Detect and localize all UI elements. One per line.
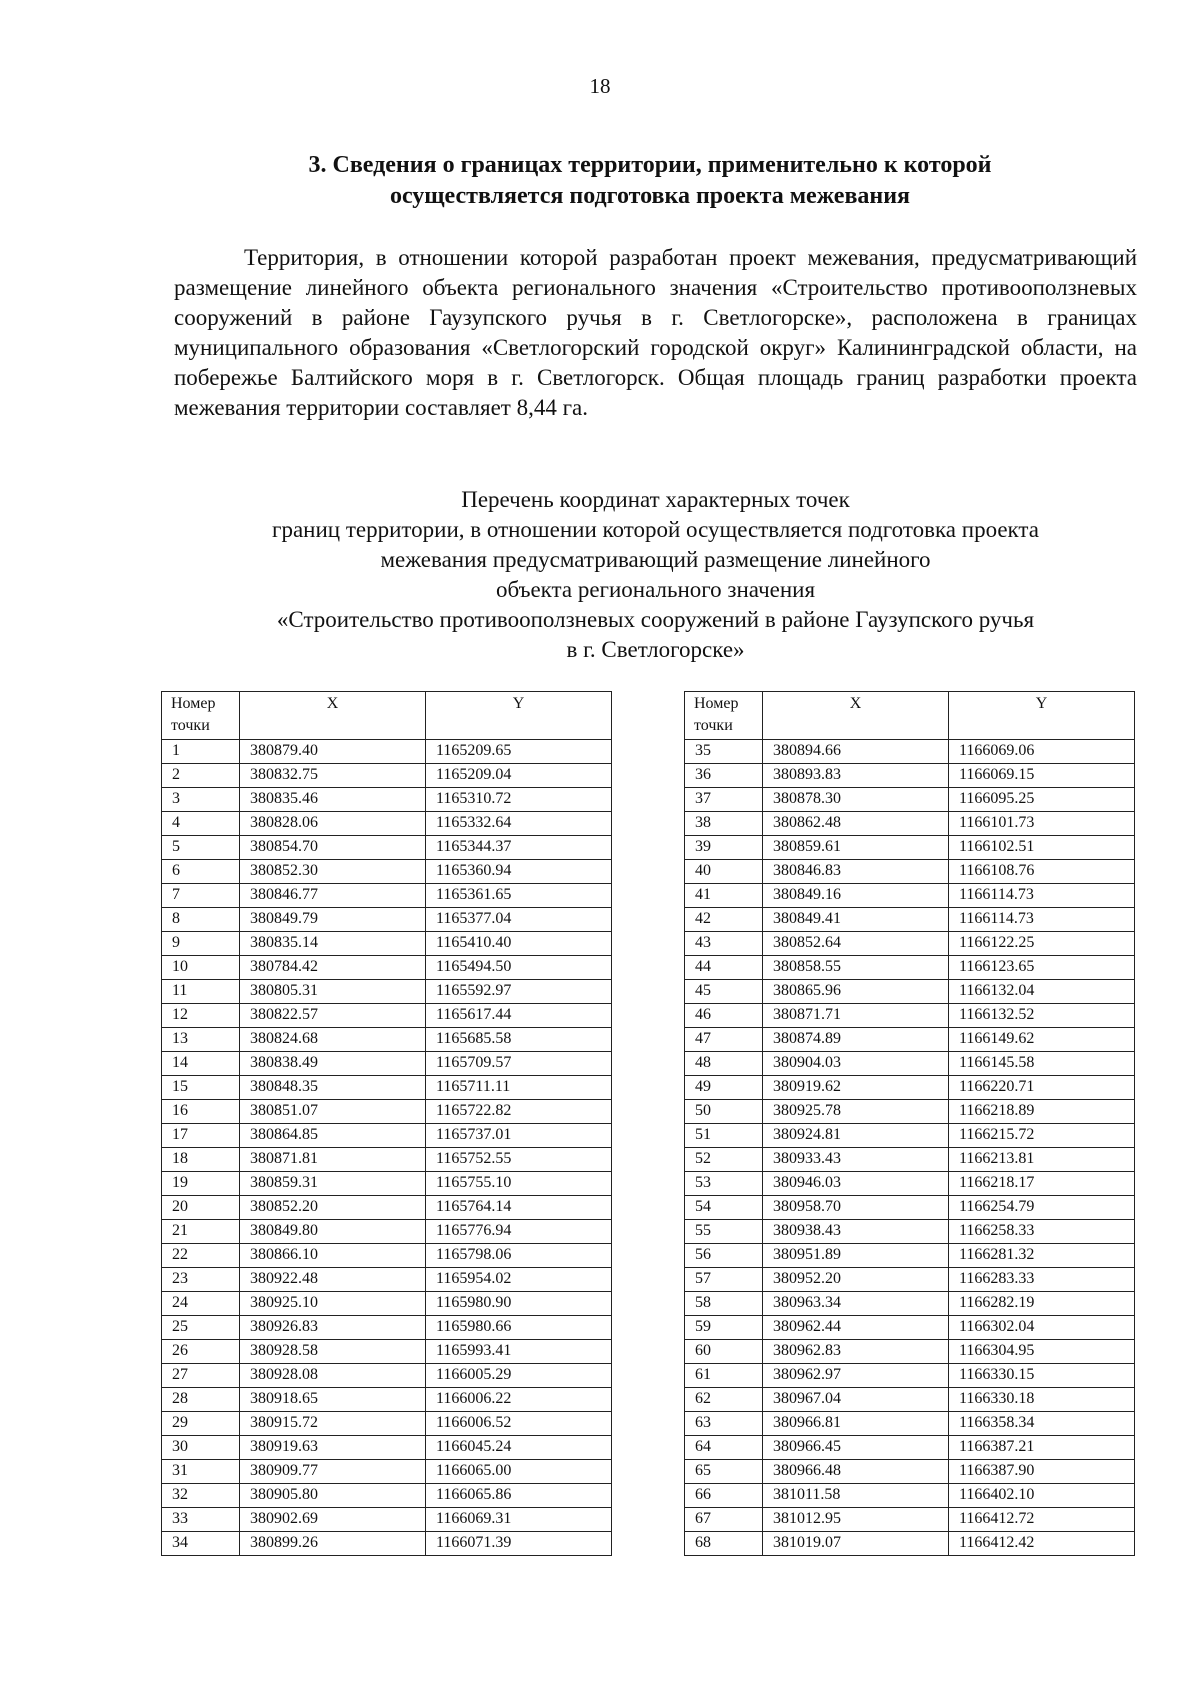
x-coordinate-cell: 380824.68 [240, 1028, 426, 1052]
table-row [685, 1532, 1135, 1556]
table-row [162, 1532, 612, 1556]
table-row [685, 908, 1135, 932]
point-number-cell: 17 [162, 1124, 240, 1148]
y-coordinate-cell: 1166304.95 [949, 1340, 1135, 1364]
point-number-cell: 61 [685, 1364, 763, 1388]
table-row [685, 1100, 1135, 1124]
table-row [685, 1004, 1135, 1028]
table-row [685, 1484, 1135, 1508]
y-coordinate-cell: 1166069.31 [426, 1508, 612, 1532]
y-coordinate-cell: 1165993.41 [426, 1340, 612, 1364]
point-number-cell: 31 [162, 1460, 240, 1484]
y-coordinate-cell: 1165980.90 [426, 1292, 612, 1316]
x-coordinate-cell: 380852.20 [240, 1196, 426, 1220]
table-row [685, 860, 1135, 884]
y-coordinate-cell: 1165722.82 [426, 1100, 612, 1124]
point-number-cell: 6 [162, 860, 240, 884]
y-coordinate-cell: 1166123.65 [949, 956, 1135, 980]
x-coordinate-cell: 380966.81 [763, 1412, 949, 1436]
x-coordinate-cell: 380835.46 [240, 788, 426, 812]
table-row [685, 1340, 1135, 1364]
y-coordinate-cell: 1166045.24 [426, 1436, 612, 1460]
point-number-cell: 27 [162, 1364, 240, 1388]
y-coordinate-cell: 1165709.57 [426, 1052, 612, 1076]
table-row [162, 1028, 612, 1052]
point-number-cell: 13 [162, 1028, 240, 1052]
point-number-cell: 11 [162, 980, 240, 1004]
table-row [162, 884, 612, 908]
x-coordinate-cell: 380952.20 [763, 1268, 949, 1292]
x-coordinate-cell: 380878.30 [763, 788, 949, 812]
y-coordinate-cell: 1166283.33 [949, 1268, 1135, 1292]
territory-description [174, 243, 1137, 423]
table-row [162, 1268, 612, 1292]
y-coordinate-cell: 1165764.14 [426, 1196, 612, 1220]
x-coordinate-cell: 380951.89 [763, 1244, 949, 1268]
point-number-cell: 10 [162, 956, 240, 980]
y-coordinate-cell: 1165310.72 [426, 788, 612, 812]
territory-description-text: Территория, в отношении которой разработан проект межевания, предусматривающий размещение линейного объекта регионального значения «Строительство противооползневых сооружений в районе Гаузупского ручья в г. Светлогорске», расположена в границах муниципального образования «Светлогорский городской округ» Калининградской области, на побережье Балтийского моря в г. Светлогорск. Общая площадь границ разработки проекта межевания территории составляет 8,44 га. [174, 245, 1137, 420]
y-coordinate-cell: 1166071.39 [426, 1532, 612, 1556]
point-number-cell: 40 [685, 860, 763, 884]
table-row [162, 860, 612, 884]
y-coordinate-cell: 1166412.42 [949, 1532, 1135, 1556]
point-number-cell: 8 [162, 908, 240, 932]
x-coordinate-cell: 380926.83 [240, 1316, 426, 1340]
point-number-cell: 59 [685, 1316, 763, 1340]
point-number-cell: 34 [162, 1532, 240, 1556]
y-coordinate-cell: 1166101.73 [949, 812, 1135, 836]
y-coordinate-cell: 1166387.90 [949, 1460, 1135, 1484]
caption-line-5: «Строительство противооползневых сооружений в районе Гаузупского ручья [276, 607, 1035, 632]
x-coordinate-cell: 380848.35 [240, 1076, 426, 1100]
y-coordinate-cell: 1166114.73 [949, 908, 1135, 932]
point-number-cell: 1 [162, 740, 240, 764]
y-coordinate-cell: 1166006.52 [426, 1412, 612, 1436]
y-coordinate-cell: 1166065.00 [426, 1460, 612, 1484]
coordinates-rows-right [685, 740, 1135, 1556]
x-coordinate-cell: 380838.49 [240, 1052, 426, 1076]
x-coordinate-cell: 380866.10 [240, 1244, 426, 1268]
table-row [685, 1316, 1135, 1340]
point-number-cell: 65 [685, 1460, 763, 1484]
y-coordinate-cell: 1166149.62 [949, 1028, 1135, 1052]
x-coordinate-cell: 380871.81 [240, 1148, 426, 1172]
y-coordinate-cell: 1166330.15 [949, 1364, 1135, 1388]
table-row [685, 980, 1135, 1004]
point-number-cell: 30 [162, 1436, 240, 1460]
section-title-line-2: осуществляется подготовка проекта межевания [389, 183, 911, 209]
x-coordinate-cell: 380849.41 [763, 908, 949, 932]
table-row [162, 1340, 612, 1364]
point-number-cell: 2 [162, 764, 240, 788]
point-number-cell: 52 [685, 1148, 763, 1172]
caption-line-6: в г. Светлогорске» [566, 637, 745, 662]
x-coordinate-cell: 380962.83 [763, 1340, 949, 1364]
point-number-cell: 57 [685, 1268, 763, 1292]
y-coordinate-cell: 1166402.10 [949, 1484, 1135, 1508]
y-coordinate-cell: 1165776.94 [426, 1220, 612, 1244]
table-row [162, 1148, 612, 1172]
point-number-cell: 67 [685, 1508, 763, 1532]
point-number-cell: 51 [685, 1124, 763, 1148]
point-number-cell: 46 [685, 1004, 763, 1028]
y-coordinate-cell: 1165332.64 [426, 812, 612, 836]
x-coordinate-cell: 380835.14 [240, 932, 426, 956]
table-row [685, 740, 1135, 764]
x-coordinate-cell: 380909.77 [240, 1460, 426, 1484]
y-coordinate-cell: 1165592.97 [426, 980, 612, 1004]
table-row [685, 1268, 1135, 1292]
x-coordinate-cell: 380962.44 [763, 1316, 949, 1340]
table-row [685, 1172, 1135, 1196]
point-number-cell: 15 [162, 1076, 240, 1100]
point-number-cell: 43 [685, 932, 763, 956]
point-number-cell: 42 [685, 908, 763, 932]
y-coordinate-cell: 1166281.32 [949, 1244, 1135, 1268]
x-coordinate-cell: 380946.03 [763, 1172, 949, 1196]
point-number-cell: 68 [685, 1532, 763, 1556]
x-coordinate-cell: 380851.07 [240, 1100, 426, 1124]
table-row [685, 1028, 1135, 1052]
y-coordinate-cell: 1165361.65 [426, 884, 612, 908]
table-row [685, 932, 1135, 956]
table-row [685, 884, 1135, 908]
y-coordinate-cell: 1166132.52 [949, 1004, 1135, 1028]
table-row [162, 1172, 612, 1196]
y-coordinate-cell: 1165954.02 [426, 1268, 612, 1292]
table-row [162, 1124, 612, 1148]
y-coordinate-cell: 1165209.65 [426, 740, 612, 764]
point-number-cell: 53 [685, 1172, 763, 1196]
point-number-cell: 39 [685, 836, 763, 860]
point-number-cell: 18 [162, 1148, 240, 1172]
x-coordinate-cell: 380963.34 [763, 1292, 949, 1316]
table-row [162, 1388, 612, 1412]
table-row [162, 908, 612, 932]
x-coordinate-cell: 380966.45 [763, 1436, 949, 1460]
header-x: X [763, 692, 949, 740]
y-coordinate-cell: 1165798.06 [426, 1244, 612, 1268]
caption-line-1: Перечень координат характерных точек [461, 487, 850, 512]
table-row [162, 1004, 612, 1028]
x-coordinate-cell: 380854.70 [240, 836, 426, 860]
x-coordinate-cell: 380925.78 [763, 1100, 949, 1124]
x-coordinate-cell: 380922.48 [240, 1268, 426, 1292]
x-coordinate-cell: 380924.81 [763, 1124, 949, 1148]
table-row [162, 788, 612, 812]
y-coordinate-cell: 1166108.76 [949, 860, 1135, 884]
table-row [162, 740, 612, 764]
table-row [162, 1436, 612, 1460]
x-coordinate-cell: 380933.43 [763, 1148, 949, 1172]
point-number-cell: 66 [685, 1484, 763, 1508]
coordinates-table-left [161, 691, 612, 1556]
point-number-cell: 37 [685, 788, 763, 812]
page-number: 18 [589, 74, 611, 98]
point-number-cell: 56 [685, 1244, 763, 1268]
point-number-cell: 20 [162, 1196, 240, 1220]
point-number-cell: 38 [685, 812, 763, 836]
x-coordinate-cell: 380919.63 [240, 1436, 426, 1460]
table-row [685, 1076, 1135, 1100]
table-row [162, 1196, 612, 1220]
point-number-cell: 5 [162, 836, 240, 860]
x-coordinate-cell: 380894.66 [763, 740, 949, 764]
table-row [685, 1388, 1135, 1412]
x-coordinate-cell: 380849.79 [240, 908, 426, 932]
section-title-line-1: 3. Сведения о границах территории, применительно к которой [308, 152, 992, 178]
point-number-cell: 64 [685, 1436, 763, 1460]
table-row [162, 1100, 612, 1124]
point-number-cell: 12 [162, 1004, 240, 1028]
table-row [162, 1076, 612, 1100]
x-coordinate-cell: 380966.48 [763, 1460, 949, 1484]
table-row [685, 1124, 1135, 1148]
x-coordinate-cell: 380938.43 [763, 1220, 949, 1244]
x-coordinate-cell: 380849.16 [763, 884, 949, 908]
table-row [685, 1508, 1135, 1532]
table-row [685, 1364, 1135, 1388]
header-x: X [240, 692, 426, 740]
table-row [162, 1220, 612, 1244]
point-number-cell: 19 [162, 1172, 240, 1196]
y-coordinate-cell: 1166102.51 [949, 836, 1135, 860]
point-number-cell: 36 [685, 764, 763, 788]
x-coordinate-cell: 380915.72 [240, 1412, 426, 1436]
y-coordinate-cell: 1165344.37 [426, 836, 612, 860]
table-header-row [685, 692, 1135, 740]
table-row [162, 1484, 612, 1508]
table-row [162, 1412, 612, 1436]
point-number-cell: 35 [685, 740, 763, 764]
caption-line-2: границ территории, в отношении которой осуществляется подготовка проекта [272, 517, 1039, 542]
point-number-cell: 63 [685, 1412, 763, 1436]
x-coordinate-cell: 380784.42 [240, 956, 426, 980]
table-row [162, 812, 612, 836]
header-point-number: Номер точки [685, 692, 763, 740]
x-coordinate-cell: 380828.06 [240, 812, 426, 836]
y-coordinate-cell: 1165711.11 [426, 1076, 612, 1100]
y-coordinate-cell: 1166122.25 [949, 932, 1135, 956]
y-coordinate-cell: 1166218.89 [949, 1100, 1135, 1124]
y-coordinate-cell: 1166114.73 [949, 884, 1135, 908]
point-number-cell: 44 [685, 956, 763, 980]
y-coordinate-cell: 1165755.10 [426, 1172, 612, 1196]
x-coordinate-cell: 380859.31 [240, 1172, 426, 1196]
table-row [162, 1052, 612, 1076]
point-number-cell: 21 [162, 1220, 240, 1244]
point-number-cell: 58 [685, 1292, 763, 1316]
x-coordinate-cell: 380846.77 [240, 884, 426, 908]
table-row [685, 1052, 1135, 1076]
point-number-cell: 48 [685, 1052, 763, 1076]
point-number-cell: 9 [162, 932, 240, 956]
y-coordinate-cell: 1166282.19 [949, 1292, 1135, 1316]
y-coordinate-cell: 1165377.04 [426, 908, 612, 932]
table-row [162, 1316, 612, 1340]
point-number-cell: 32 [162, 1484, 240, 1508]
header-point-number: Номер точки [162, 692, 240, 740]
point-number-cell: 41 [685, 884, 763, 908]
x-coordinate-cell: 380925.10 [240, 1292, 426, 1316]
y-coordinate-cell: 1165752.55 [426, 1148, 612, 1172]
x-coordinate-cell: 380849.80 [240, 1220, 426, 1244]
y-coordinate-cell: 1166258.33 [949, 1220, 1135, 1244]
table-row [162, 1292, 612, 1316]
caption-line-4: объекта регионального значения [495, 577, 816, 602]
table-row [685, 788, 1135, 812]
y-coordinate-cell: 1165685.58 [426, 1028, 612, 1052]
x-coordinate-cell: 380919.62 [763, 1076, 949, 1100]
x-coordinate-cell: 380905.80 [240, 1484, 426, 1508]
y-coordinate-cell: 1166387.21 [949, 1436, 1135, 1460]
header-y: Y [949, 692, 1135, 740]
y-coordinate-cell: 1165617.44 [426, 1004, 612, 1028]
table-row [162, 932, 612, 956]
table-header-row [162, 692, 612, 740]
x-coordinate-cell: 380805.31 [240, 980, 426, 1004]
point-number-cell: 50 [685, 1100, 763, 1124]
x-coordinate-cell: 380918.65 [240, 1388, 426, 1412]
point-number-cell: 33 [162, 1508, 240, 1532]
point-number-cell: 49 [685, 1076, 763, 1100]
x-coordinate-cell: 380859.61 [763, 836, 949, 860]
x-coordinate-cell: 380928.08 [240, 1364, 426, 1388]
table-row [685, 1436, 1135, 1460]
y-coordinate-cell: 1165209.04 [426, 764, 612, 788]
section-title [175, 150, 1125, 212]
point-number-cell: 47 [685, 1028, 763, 1052]
x-coordinate-cell: 380879.40 [240, 740, 426, 764]
y-coordinate-cell: 1166254.79 [949, 1196, 1135, 1220]
table-row [162, 764, 612, 788]
y-coordinate-cell: 1166065.86 [426, 1484, 612, 1508]
y-coordinate-cell: 1166095.25 [949, 788, 1135, 812]
point-number-cell: 16 [162, 1100, 240, 1124]
y-coordinate-cell: 1166358.34 [949, 1412, 1135, 1436]
table-row [685, 1292, 1135, 1316]
y-coordinate-cell: 1166006.22 [426, 1388, 612, 1412]
x-coordinate-cell: 380822.57 [240, 1004, 426, 1028]
y-coordinate-cell: 1166330.18 [949, 1388, 1135, 1412]
point-number-cell: 45 [685, 980, 763, 1004]
x-coordinate-cell: 380902.69 [240, 1508, 426, 1532]
table-row [685, 836, 1135, 860]
table-row [162, 1364, 612, 1388]
point-number-cell: 3 [162, 788, 240, 812]
x-coordinate-cell: 380862.48 [763, 812, 949, 836]
table-row [685, 956, 1135, 980]
x-coordinate-cell: 380904.03 [763, 1052, 949, 1076]
y-coordinate-cell: 1166069.06 [949, 740, 1135, 764]
y-coordinate-cell: 1166213.81 [949, 1148, 1135, 1172]
y-coordinate-cell: 1166215.72 [949, 1124, 1135, 1148]
x-coordinate-cell: 380928.58 [240, 1340, 426, 1364]
y-coordinate-cell: 1166069.15 [949, 764, 1135, 788]
caption-line-3: межевания предусматривающий размещение линейного [380, 547, 931, 572]
x-coordinate-cell: 380852.64 [763, 932, 949, 956]
table-row [162, 956, 612, 980]
y-coordinate-cell: 1166005.29 [426, 1364, 612, 1388]
x-coordinate-cell: 380893.83 [763, 764, 949, 788]
coordinates-table-right [684, 691, 1135, 1556]
table-row [685, 764, 1135, 788]
table-row [162, 980, 612, 1004]
x-coordinate-cell: 380958.70 [763, 1196, 949, 1220]
y-coordinate-cell: 1165410.40 [426, 932, 612, 956]
table-row [685, 1220, 1135, 1244]
x-coordinate-cell: 380852.30 [240, 860, 426, 884]
point-number-cell: 54 [685, 1196, 763, 1220]
table-row [162, 1460, 612, 1484]
x-coordinate-cell: 381019.07 [763, 1532, 949, 1556]
x-coordinate-cell: 380846.83 [763, 860, 949, 884]
x-coordinate-cell: 381012.95 [763, 1508, 949, 1532]
point-number-cell: 14 [162, 1052, 240, 1076]
y-coordinate-cell: 1166220.71 [949, 1076, 1135, 1100]
x-coordinate-cell: 380967.04 [763, 1388, 949, 1412]
point-number-cell: 28 [162, 1388, 240, 1412]
x-coordinate-cell: 380832.75 [240, 764, 426, 788]
x-coordinate-cell: 380871.71 [763, 1004, 949, 1028]
table-row [685, 1244, 1135, 1268]
table-row [685, 1196, 1135, 1220]
y-coordinate-cell: 1166302.04 [949, 1316, 1135, 1340]
table-row [685, 812, 1135, 836]
y-coordinate-cell: 1165980.66 [426, 1316, 612, 1340]
x-coordinate-cell: 380962.97 [763, 1364, 949, 1388]
coordinates-rows-left [162, 740, 612, 1556]
x-coordinate-cell: 380899.26 [240, 1532, 426, 1556]
y-coordinate-cell: 1166412.72 [949, 1508, 1135, 1532]
point-number-cell: 4 [162, 812, 240, 836]
point-number-cell: 62 [685, 1388, 763, 1412]
header-y: Y [426, 692, 612, 740]
y-coordinate-cell: 1165737.01 [426, 1124, 612, 1148]
point-number-cell: 7 [162, 884, 240, 908]
table-caption [174, 485, 1137, 665]
x-coordinate-cell: 381011.58 [763, 1484, 949, 1508]
point-number-cell: 22 [162, 1244, 240, 1268]
table-row [162, 1508, 612, 1532]
y-coordinate-cell: 1165360.94 [426, 860, 612, 884]
x-coordinate-cell: 380874.89 [763, 1028, 949, 1052]
x-coordinate-cell: 380858.55 [763, 956, 949, 980]
table-row [685, 1148, 1135, 1172]
table-row [685, 1412, 1135, 1436]
point-number-cell: 25 [162, 1316, 240, 1340]
y-coordinate-cell: 1166132.04 [949, 980, 1135, 1004]
x-coordinate-cell: 380865.96 [763, 980, 949, 1004]
y-coordinate-cell: 1166218.17 [949, 1172, 1135, 1196]
table-row [162, 836, 612, 860]
point-number-cell: 60 [685, 1340, 763, 1364]
point-number-cell: 29 [162, 1412, 240, 1436]
y-coordinate-cell: 1166145.58 [949, 1052, 1135, 1076]
point-number-cell: 24 [162, 1292, 240, 1316]
point-number-cell: 55 [685, 1220, 763, 1244]
y-coordinate-cell: 1165494.50 [426, 956, 612, 980]
point-number-cell: 23 [162, 1268, 240, 1292]
table-row [685, 1460, 1135, 1484]
point-number-cell: 26 [162, 1340, 240, 1364]
table-row [162, 1244, 612, 1268]
x-coordinate-cell: 380864.85 [240, 1124, 426, 1148]
